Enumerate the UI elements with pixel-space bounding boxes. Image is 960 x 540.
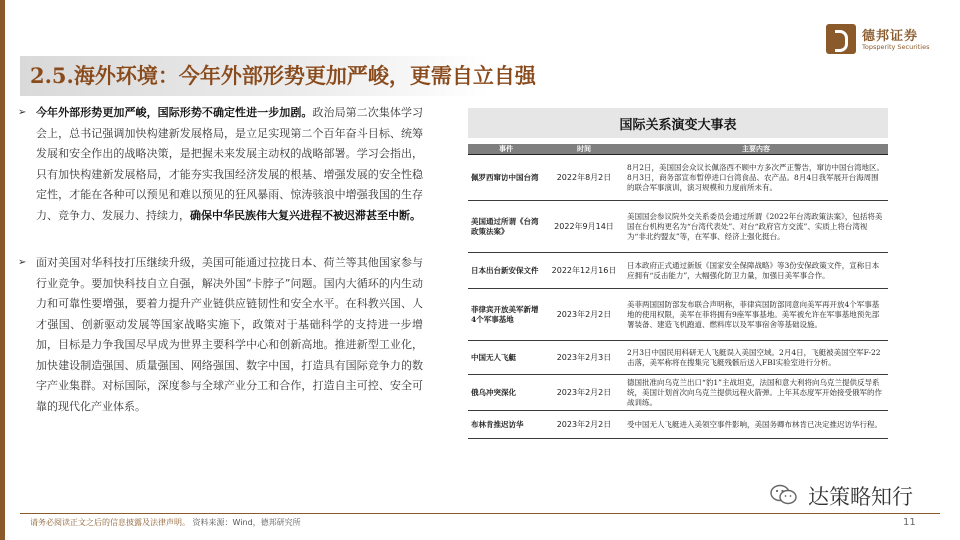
paragraph-1	[18, 103, 423, 226]
event-cell: 布林肯推迟访华	[468, 411, 544, 439]
date-cell: 2023年2月2日	[544, 289, 624, 341]
paragraph-2	[18, 253, 423, 417]
company-logo	[826, 24, 951, 54]
header-event: 事件	[468, 144, 544, 155]
body-text	[18, 103, 423, 417]
date-cell: 2022年9月14日	[544, 201, 624, 253]
events-table	[468, 144, 888, 439]
header-content: 主要内容	[624, 144, 888, 155]
content-cell: 美国国会参议院外交关系委员会通过所谓《2022年台湾政策法案》，包括将美国在台机构更名为“台湾代表处”、对台“政府官方交流”、实质上将台湾视为“非北约盟友”等，在军事、经济上强化挺台。	[624, 201, 888, 253]
logo-english-name: Topsperity Securities	[862, 43, 930, 51]
table-row	[468, 155, 888, 201]
content-cell: 2月3日中国民用科研无人飞艇误入美国空域。2月4日，飞艇被美国空军F-22击落，美军称将在搜集完飞艇残骸后送入FBI实验室进行分析。	[624, 341, 888, 375]
event-cell: 佩罗西窜访中国台湾	[468, 155, 544, 201]
footer-divider	[20, 513, 940, 514]
logo-name: 德邦证券	[862, 29, 919, 44]
table-row	[468, 411, 888, 439]
event-cell: 菲律宾开放美军新增4个军事基地	[468, 289, 544, 341]
wechat-icon	[770, 484, 798, 506]
header-date: 时间	[544, 144, 624, 155]
table-header-row	[468, 144, 888, 155]
paragraph-1-conclusion: 确保中华民族伟大复兴进程不被迟滞甚至中断。	[190, 208, 421, 222]
event-cell: 中国无人飞艇	[468, 341, 544, 375]
date-cell: 2023年2月3日	[544, 341, 624, 375]
date-cell: 2023年2月2日	[544, 375, 624, 411]
paragraph-1-text: 政治局第二次集体学习会上，总书记强调加快构建新发展格局，是立足实现第二个百年奋斗目标、统筹发展和安全作出的战略决策，是把握未来发展主动权的战略部署。学习会指出，只有加快构建新发展格局，才能夯实我国经济发展的根基、增强发展的安全性稳定性，才能在各种可以预见和难以预见的狂风暴雨、惊涛骇浪中增强我国的生存力、竞争力、发展力、持续力，	[36, 106, 423, 222]
event-cell: 日本出台新安保文件	[468, 253, 544, 289]
table-row	[468, 289, 888, 341]
event-cell: 俄乌冲突深化	[468, 375, 544, 411]
table-title: 国际关系演变大事表	[619, 118, 737, 133]
table-row	[468, 341, 888, 375]
table-row	[468, 201, 888, 253]
arrow-bullet-icon: ➢	[18, 107, 27, 118]
event-cell: 美国通过所谓《台湾政策法案》	[468, 201, 544, 253]
footer-disclaimer: 请务必阅读正文之后的信息披露及法律声明。	[30, 518, 190, 527]
footer-source: 资料来源：Wind，德邦研究所	[192, 518, 301, 527]
arrow-bullet-icon: ➢	[18, 257, 27, 268]
date-cell: 2023年2月2日	[544, 411, 624, 439]
left-accent-bar	[0, 0, 5, 540]
footer-text	[30, 517, 301, 528]
page-title: 2.5.海外环境：今年外部形势更加严峻，更需自立自强	[30, 63, 536, 88]
content-cell: 8月2日，美国国会众议长佩洛西不顾中方多次严正警告，窜访中国台湾地区。8月3日，商务部宣布暂停进口台湾食品、农产品。8月4日我军展开台海周围的联合军事演训，演习规模和力度前所未有。	[624, 155, 888, 201]
content-cell: 美菲两国国防部发布联合声明称，菲律宾国防部同意向美军再开放4个军事基地的使用权限，美军在菲将拥有9座军事基地。美军被允许在军事基地预先部署装备、建造飞机跑道、燃料库以及军事宿舍等基础设施。	[624, 289, 888, 341]
paragraph-2-text: 面对美国对华科技打压继续升级，美国可能通过拉拢日本、荷兰等其他国家参与行业竞争。要加快科技自立自强，解决外国“卡脖子”问题。国内大循环的内生动力和可靠性要增强，要着力提升产业链供应链韧性和安全水平。在科教兴国、人才强国、创新驱动发展等国家战略实施下，政策对于基础科学的支持进一步增加，目标是力争我国尽早成为世界主要科学中心和创新高地。推进新型工业化，加快建设制造强国、质量强国、网络强国、数字中国，打造具有国际竞争力的数字产业集群。对标国际，深度参与全球产业分工和合作，打造自主可控、安全可靠的现代化产业体系。	[36, 256, 423, 413]
paragraph-1-lead: 今年外部形势更加严峻，国际形势不确定性进一步加剧。	[36, 106, 313, 119]
content-cell: 德国批准向乌克兰出口“豹1”主战坦克，法国和意大利将向乌克兰提供反导系统，美国计划首次向乌克兰提供远程火箭弹。上年其态度军开始接受俄军的作战训练。	[624, 375, 888, 411]
watermark-text: 达策略知行	[808, 485, 913, 509]
page-number: 11	[903, 517, 916, 528]
content-cell: 日本政府正式通过新版《国家安全保障战略》等3份安保政策文件，宣称日本应拥有“反击能力”，大幅强化防卫力量，加强日美军事合作。	[624, 253, 888, 289]
table-row	[468, 253, 888, 289]
events-table-panel	[468, 108, 888, 468]
date-cell: 2022年8月2日	[544, 155, 624, 201]
table-row	[468, 375, 888, 411]
logo-mark-icon	[826, 24, 856, 54]
content-cell: 受中国无人飞艇进入美领空事件影响，美国务卿布林肯已决定推迟访华行程。	[624, 411, 888, 439]
date-cell: 2022年12月16日	[544, 253, 624, 289]
